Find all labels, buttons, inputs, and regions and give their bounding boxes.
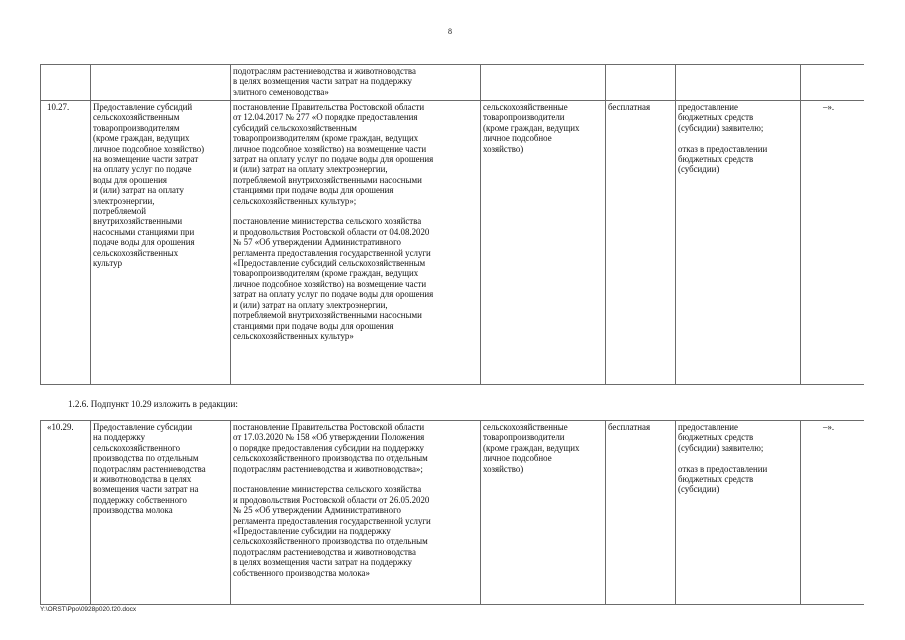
text-line: предоставление [678, 422, 738, 432]
cell-extra: –». [801, 421, 864, 605]
text-line: постановление Правительства Ростовской области [233, 422, 425, 432]
text-line: насосными станциями при [93, 226, 195, 237]
text-line: личное подсобное хозяйство) [93, 143, 205, 154]
text-line: предоставление [678, 102, 738, 112]
cell-num [41, 65, 91, 101]
text-line: постановление министерства сельского хозяйства [233, 484, 422, 495]
text-line: (кроме граждан, ведущих [483, 442, 580, 453]
text-line: и продовольствия Ростовской области от 26.05.2020 [233, 494, 430, 505]
text-line: (субсидии) [678, 484, 720, 495]
cell-legal-basis [231, 421, 481, 605]
text-line: бюджетных средств [678, 112, 754, 123]
footer-file-path: Y:\ORST\Ppo\0928p020.f20.docx [40, 606, 137, 613]
text-line: бюджетных средств [678, 432, 754, 443]
text-line: потребляемой внутрихозяйственными насосными [233, 310, 422, 321]
text-line: постановление Правительства Ростовской области [233, 102, 425, 112]
text-line: сельскохозяйственных культур»; [233, 195, 357, 206]
text-line: товаропроизводители [483, 432, 565, 443]
cell-service [91, 65, 231, 101]
text-line: поддержку собственного [93, 494, 187, 505]
text-line: потребляемой [93, 206, 146, 217]
text-line: (кроме граждан, ведущих [93, 133, 190, 144]
amendment-note: 1.2.6. Подпункт 10.29 изложить в редакции: [68, 399, 238, 409]
text-line: возмещения части затрат на [93, 484, 199, 495]
text-line: № 57 «Об утверждении Административного [233, 237, 401, 248]
text-line: и продовольствия Ростовской области от 04.08.2020 [233, 226, 430, 237]
text-line: собственного производства молока» [233, 567, 370, 578]
cell-service [91, 421, 231, 605]
text-line: хозяйство) [483, 463, 524, 474]
text-line: станциями при подаче воды для орошения [233, 185, 394, 196]
cell-result [676, 101, 801, 385]
cell-result [676, 421, 801, 605]
row-number: 10.27. [41, 101, 91, 385]
cell-fee [606, 65, 676, 101]
cell-extra [801, 65, 864, 101]
text-line: личное подсобное хозяйство) на возмещение части [233, 278, 427, 289]
text-line: сельскохозяйственного производства по отдельным [233, 453, 428, 464]
text-line: электроэнергии, [93, 195, 155, 206]
cell-recipients [481, 65, 606, 101]
text-line: воды для орошения [93, 174, 167, 185]
row-number: «10.29. [41, 421, 91, 605]
text-line: (субсидии) заявителю; [678, 122, 764, 133]
text-line: сельскохозяйственным [93, 112, 180, 123]
text-line: элитного семеноводства» [233, 86, 329, 97]
table-row-10-27 [41, 101, 864, 385]
text-line: (кроме граждан, ведущих [483, 122, 580, 133]
table-row-10-29 [41, 421, 864, 605]
text-line: и (или) затрат на оплату электроэнергии, [233, 164, 388, 175]
text-line: сельскохозяйственных [93, 247, 179, 258]
cell-recipients [481, 101, 606, 385]
text-line: регламента предоставления государственной услуги [233, 515, 431, 526]
cell-recipients [481, 421, 606, 605]
text-line: (субсидии) [678, 164, 720, 175]
text-line: затрат на оплату услуг по подаче воды для орошения [233, 289, 434, 300]
text-line: отказ в предоставлении [678, 143, 768, 154]
text-line: бюджетных средств [678, 474, 754, 485]
text-line: от 12.04.2017 № 277 «О порядке предоставления [233, 112, 418, 123]
text-line: «Предоставление субсидий сельскохозяйственным [233, 258, 426, 269]
table-continuation [40, 64, 864, 385]
text-line: подотраслям растениеводства [93, 463, 206, 474]
text-line: регламента предоставления государственной услуги [233, 247, 431, 258]
text-line: подотраслям растениеводства и животноводства [233, 66, 416, 76]
page-number: 8 [448, 27, 452, 36]
text-line: станциями при подаче воды для орошения [233, 320, 394, 331]
text-line: производства по отдельным [93, 453, 199, 464]
cell-fee: бесплатная [606, 421, 676, 605]
text-line: подотраслям растениеводства и животноводства»; [233, 463, 423, 474]
text-line: сельскохозяйственных культур» [233, 330, 354, 341]
text-line: и (или) затрат на оплату электроэнергии, [233, 299, 388, 310]
text-line: постановление министерства сельского хозяйства [233, 216, 422, 227]
cell-extra: –». [801, 101, 864, 385]
text-line: отказ в предоставлении [678, 463, 768, 474]
text-line: в целях возмещения части затрат на поддержку [233, 557, 412, 568]
text-line: и (или) затрат на оплату [93, 185, 184, 196]
text-line: личное подсобное хозяйство) на возмещение части [233, 143, 427, 154]
text-line: на поддержку [93, 432, 146, 443]
cell-legal-basis [231, 65, 481, 101]
text-line: (субсидии) заявителю; [678, 442, 764, 453]
cell-legal-basis [231, 101, 481, 385]
text-line: о порядке предоставления субсидии на поддержку [233, 442, 424, 453]
text-line: затрат на оплату услуг по подаче воды для орошения [233, 154, 434, 165]
text-line: товаропроизводителям [93, 122, 180, 133]
text-line: культур [93, 258, 123, 269]
text-line: сельскохозяйственные [483, 422, 568, 432]
text-line: товаропроизводителям (кроме граждан, ведущих [233, 133, 419, 144]
text-line: потребляемой внутрихозяйственными насосными [233, 174, 422, 185]
text-line: в целях возмещения части затрат на поддержку [233, 76, 412, 87]
cell-fee: бесплатная [606, 101, 676, 385]
text-line: подотраслям растениеводства и животноводства [233, 546, 416, 557]
text-line: Предоставление субсидий [93, 102, 193, 112]
text-line: товаропроизводители [483, 112, 565, 123]
text-line: сельскохозяйственного производства по отдельным [233, 536, 428, 547]
text-line: «Предоставление субсидии на поддержку [233, 526, 391, 537]
text-line: № 25 «Об утверждении Административного [233, 505, 401, 516]
text-line: на возмещение части затрат [93, 154, 199, 165]
text-line: подаче воды для орошения [93, 237, 195, 248]
text-line: сельскохозяйственные [483, 102, 568, 112]
text-line: бюджетных средств [678, 154, 754, 165]
table-10-29 [40, 420, 864, 605]
text-line: внутрихозяйственными [93, 216, 183, 227]
text-line: сельскохозяйственного [93, 442, 181, 453]
cell-service [91, 101, 231, 385]
text-line: личное подсобное [483, 133, 552, 144]
text-line: товаропроизводителям (кроме граждан, ведущих [233, 268, 419, 279]
text-line: от 17.03.2020 № 158 «Об утверждении Положения [233, 432, 425, 443]
table-row-continuation [41, 65, 864, 101]
cell-result [676, 65, 801, 101]
text-line: Предоставление субсидии [93, 422, 193, 432]
text-line: производства молока [93, 505, 173, 516]
text-line: на оплату услуг по подаче [93, 164, 192, 175]
text-line: хозяйство) [483, 143, 524, 154]
text-line: субсидий сельскохозяйственным [233, 122, 357, 133]
text-line: и животноводства в целях [93, 474, 192, 485]
text-line: личное подсобное [483, 453, 552, 464]
